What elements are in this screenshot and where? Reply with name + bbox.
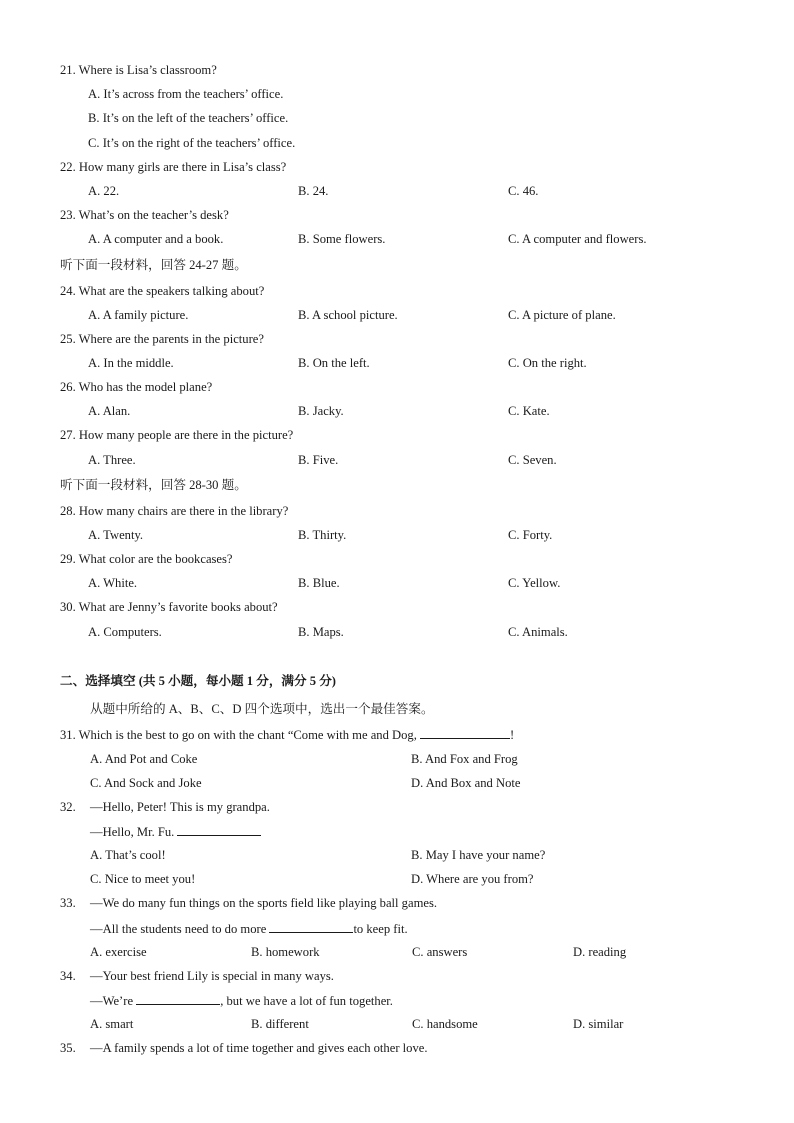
question-23-stem: 23. What’s on the teacher’s desk? xyxy=(60,208,229,222)
question-25-option-b: B. On the left. xyxy=(298,356,370,370)
question-33-option-b: B. homework xyxy=(251,945,320,959)
question-26-option-c: C. Kate. xyxy=(508,404,550,418)
question-30-option-b: B. Maps. xyxy=(298,625,344,639)
question-31-stem xyxy=(60,726,514,743)
section-2-instruction: 从题中所给的 A、B、C、D 四个选项中，选出一个最佳答案。 xyxy=(90,702,434,716)
question-29-stem: 29. What color are the bookcases? xyxy=(60,552,233,566)
question-24-option-a: A. A family picture. xyxy=(88,308,189,322)
question-33-option-c: C. answers xyxy=(412,945,468,959)
question-33-line-2-text: —All the students need to do more xyxy=(90,922,270,936)
section-2-title: 二、选择填空 (共 5 小题，每小题 1 分，满分 5 分) xyxy=(60,674,337,688)
question-32-line-2 xyxy=(90,823,261,840)
question-32-option-d: D. Where are you from? xyxy=(411,872,534,886)
question-21-option-c: C. It’s on the right of the teachers’ office. xyxy=(88,136,296,150)
question-27-option-c: C. Seven. xyxy=(508,453,557,467)
question-33-line-2-end: to keep fit. xyxy=(353,922,408,936)
question-32-number: 32. xyxy=(60,800,76,814)
question-34-line-2-text: —We’re xyxy=(90,994,137,1008)
question-35-line-1: —A family spends a lot of time together and gives each other love. xyxy=(90,1041,428,1055)
question-21-stem: 21. Where is Lisa’s classroom? xyxy=(60,63,217,77)
question-25-option-a: A. In the middle. xyxy=(88,356,174,370)
answer-blank xyxy=(269,920,353,933)
answer-blank xyxy=(177,823,261,836)
question-31-option-c: C. And Sock and Joke xyxy=(90,776,202,790)
question-22-stem: 22. How many girls are there in Lisa’s class? xyxy=(60,160,287,174)
question-33-option-d: D. reading xyxy=(573,945,627,959)
question-22-option-c: C. 46. xyxy=(508,184,539,198)
question-33-line-2 xyxy=(90,920,408,937)
question-27-option-b: B. Five. xyxy=(298,453,339,467)
question-31-option-d: D. And Box and Note xyxy=(411,776,521,790)
question-23-option-a: A. A computer and a book. xyxy=(88,232,224,246)
question-28-stem: 28. How many chairs are there in the library? xyxy=(60,504,289,518)
question-27-stem: 27. How many people are there in the picture? xyxy=(60,428,294,442)
question-30-option-a: A. Computers. xyxy=(88,625,162,639)
question-34-line-2 xyxy=(90,992,393,1009)
question-30-stem: 30. What are Jenny’s favorite books about? xyxy=(60,600,278,614)
question-34-option-b: B. different xyxy=(251,1017,309,1031)
question-32-option-c: C. Nice to meet you! xyxy=(90,872,196,886)
question-34-line-2-end: , but we have a lot of fun together. xyxy=(220,994,393,1008)
question-30-option-c: C. Animals. xyxy=(508,625,568,639)
question-34-line-1: —Your best friend Lily is special in many ways. xyxy=(90,969,334,983)
question-33-number: 33. xyxy=(60,896,76,910)
question-22-option-b: B. 24. xyxy=(298,184,329,198)
question-26-option-b: B. Jacky. xyxy=(298,404,344,418)
question-29-option-c: C. Yellow. xyxy=(508,576,561,590)
question-27-option-a: A. Three. xyxy=(88,453,136,467)
question-31-stem-end: ! xyxy=(510,728,515,742)
answer-blank xyxy=(136,992,220,1005)
question-32-option-a: A. That’s cool! xyxy=(90,848,166,862)
question-33-option-a: A. exercise xyxy=(90,945,147,959)
listening-instruction-24-27: 听下面一段材料，回答 24-27 题。 xyxy=(60,258,247,272)
question-29-option-a: A. White. xyxy=(88,576,138,590)
question-25-stem: 25. Where are the parents in the picture? xyxy=(60,332,264,346)
question-34-option-a: A. smart xyxy=(90,1017,134,1031)
question-34-option-c: C. handsome xyxy=(412,1017,478,1031)
listening-instruction-28-30: 听下面一段材料，回答 28-30 题。 xyxy=(60,478,247,492)
question-26-option-a: A. Alan. xyxy=(88,404,131,418)
question-23-option-b: B. Some flowers. xyxy=(298,232,386,246)
question-28-option-a: A. Twenty. xyxy=(88,528,144,542)
question-28-option-b: B. Thirty. xyxy=(298,528,347,542)
question-29-option-b: B. Blue. xyxy=(298,576,340,590)
question-26-stem: 26. Who has the model plane? xyxy=(60,380,213,394)
question-22-option-a: A. 22. xyxy=(88,184,120,198)
question-24-option-b: B. A school picture. xyxy=(298,308,398,322)
question-24-stem: 24. What are the speakers talking about? xyxy=(60,284,265,298)
question-31-option-b: B. And Fox and Frog xyxy=(411,752,518,766)
question-28-option-c: C. Forty. xyxy=(508,528,553,542)
question-34-option-d: D. similar xyxy=(573,1017,624,1031)
question-21-option-b: B. It’s on the left of the teachers’ office. xyxy=(88,111,289,125)
question-31-option-a: A. And Pot and Coke xyxy=(90,752,198,766)
question-35-number: 35. xyxy=(60,1041,76,1055)
question-34-number: 34. xyxy=(60,969,76,983)
question-32-line-2-text: —Hello, Mr. Fu. xyxy=(90,825,178,839)
answer-blank xyxy=(420,726,510,739)
question-33-line-1: —We do many fun things on the sports field like playing ball games. xyxy=(90,896,438,910)
question-23-option-c: C. A computer and flowers. xyxy=(508,232,647,246)
question-24-option-c: C. A picture of plane. xyxy=(508,308,616,322)
question-32-line-1: —Hello, Peter! This is my grandpa. xyxy=(90,800,270,814)
question-31-stem-text: 31. Which is the best to go on with the chant “Come with me and Dog, xyxy=(60,728,421,742)
question-32-option-b: B. May I have your name? xyxy=(411,848,546,862)
question-21-option-a: A. It’s across from the teachers’ office. xyxy=(88,87,284,101)
question-25-option-c: C. On the right. xyxy=(508,356,587,370)
